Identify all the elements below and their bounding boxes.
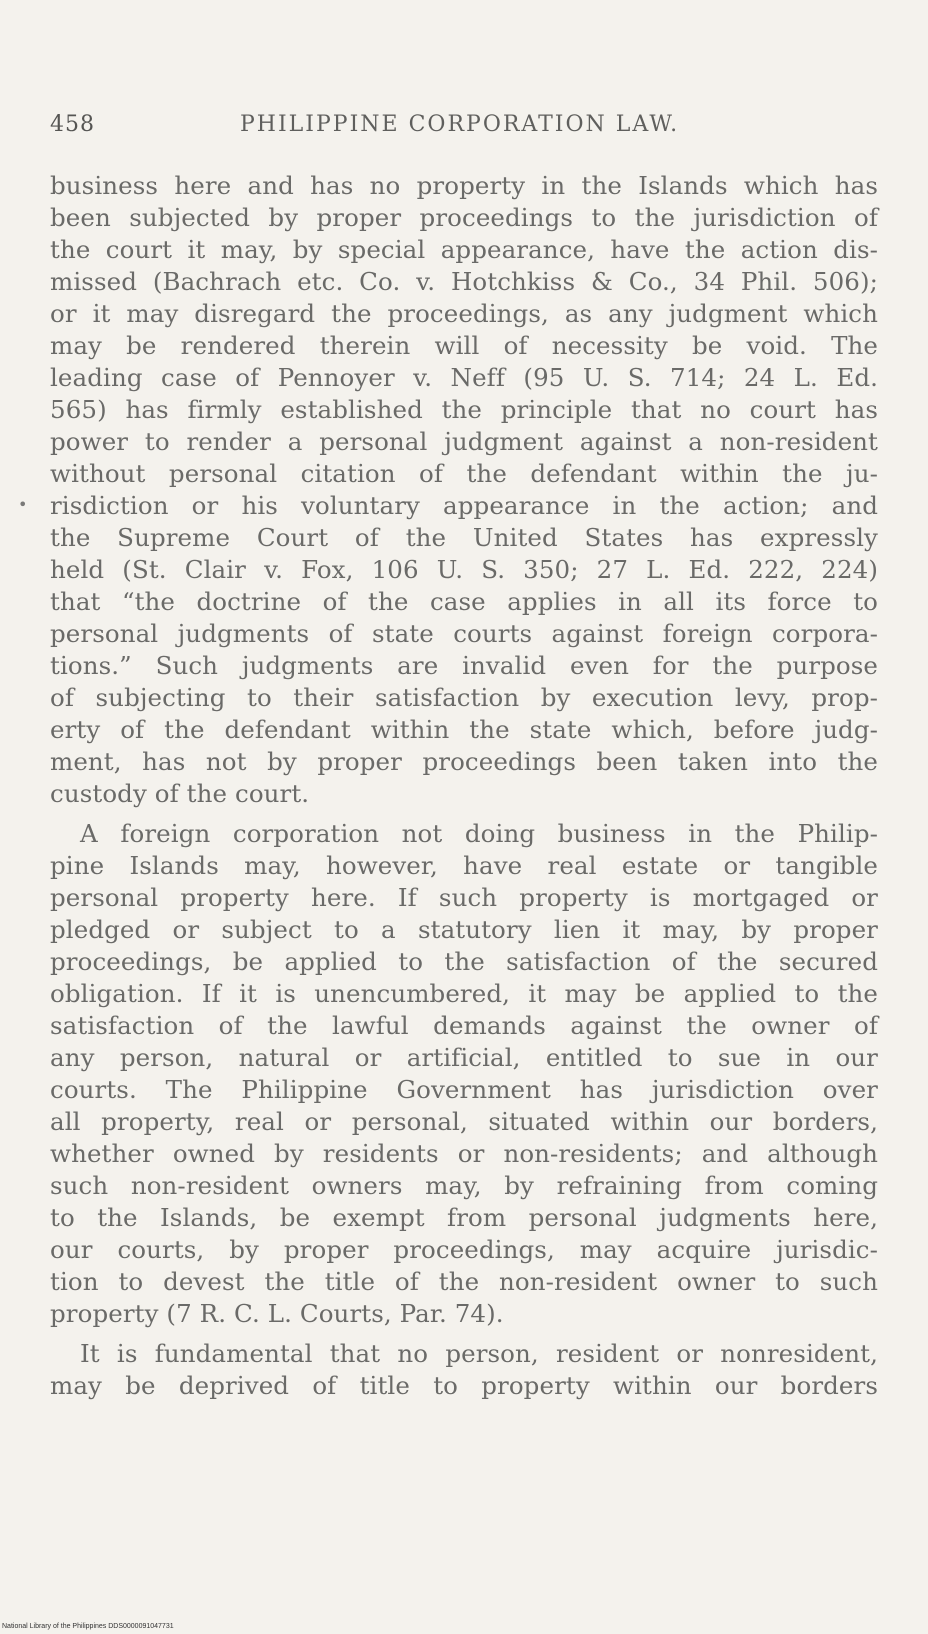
text-line: may be deprived of title to property within our borders [50,1371,878,1400]
scan-footer-note: National Library of the Philippines DDS0000091047731 [2,1623,174,1630]
text-line: erty of the defendant within the state which, before judg- [50,715,878,744]
text-line: or it may disregard the proceedings, as any judgment which [50,299,878,328]
text-line: any person, natural or artificial, entitled to sue in our [50,1043,878,1072]
text-line: satisfaction of the lawful demands against the owner of [50,1011,878,1040]
paragraph-3 [50,1338,878,1402]
text-line: leading case of Pennoyer v. Neff (95 U. S. 714; 24 L. Ed. [50,363,878,392]
running-title: PHILIPPINE CORPORATION LAW. [240,112,680,137]
text-line: personal judgments of state courts against foreign corpora- [50,619,878,648]
text-line: proceedings, be applied to the satisfaction of the secured [50,947,878,976]
text-line: risdiction or his voluntary appearance in the action; and [50,491,878,520]
paragraph-2 [50,818,878,1330]
text-line: business here and has no property in the Islands which has [50,171,878,200]
text-line: ment, has not by proper proceedings been taken into the [50,747,878,776]
text-line: personal property here. If such property is mortgaged or [50,883,878,912]
text-line: may be rendered therein will of necessity be void. The [50,331,878,360]
text-line: whether owned by residents or non-residents; and although [50,1139,878,1168]
text-line: been subjected by proper proceedings to the jurisdiction of [50,203,878,232]
body-text [50,170,878,1402]
text-line: pine Islands may, however, have real estate or tangible [50,851,878,880]
text-line: tion to devest the title of the non-resident owner to such [50,1267,878,1296]
text-line: tions.” Such judgments are invalid even for the purpose [50,651,878,680]
text-line: missed (Bachrach etc. Co. v. Hotchkiss & Co., 34 Phil. 506); [50,267,878,296]
page-number: 458 [50,112,95,137]
text-line: to the Islands, be exempt from personal judgments here, [50,1203,878,1232]
text-line: property (7 R. C. L. Courts, Par. 74). [50,1299,504,1328]
text-line: It is fundamental that no person, resident or nonresident, [80,1339,878,1368]
text-line: courts. The Philippine Government has jurisdiction over [50,1075,878,1104]
text-line: 565) has firmly established the principle that no court has [50,395,878,424]
text-line: the court it may, by special appearance, have the action dis- [50,235,878,264]
text-line: of subjecting to their satisfaction by execution levy, prop- [50,683,878,712]
text-line: power to render a personal judgment against a non-resident [50,427,878,456]
text-line: without personal citation of the defendant within the ju- [50,459,878,488]
text-line: our courts, by proper proceedings, may acquire jurisdic- [50,1235,878,1264]
paragraph-1 [50,170,878,810]
text-line: A foreign corporation not doing business in the Philip- [80,819,878,848]
text-line: such non-resident owners may, by refraining from coming [50,1171,878,1200]
text-line: held (St. Clair v. Fox, 106 U. S. 350; 27 L. Ed. 222, 224) [50,555,878,584]
text-line: custody of the court. [50,779,310,808]
text-line: that “the doctrine of the case applies in all its force to [50,587,878,616]
text-line: all property, real or personal, situated within our borders, [50,1107,878,1136]
text-line: pledged or subject to a statutory lien it may, by proper [50,915,878,944]
text-line: obligation. If it is unencumbered, it may be applied to the [50,979,878,1008]
text-line: the Supreme Court of the United States has expressly [50,523,878,552]
margin-dot-mark: • [18,495,28,514]
page-header [50,112,880,152]
